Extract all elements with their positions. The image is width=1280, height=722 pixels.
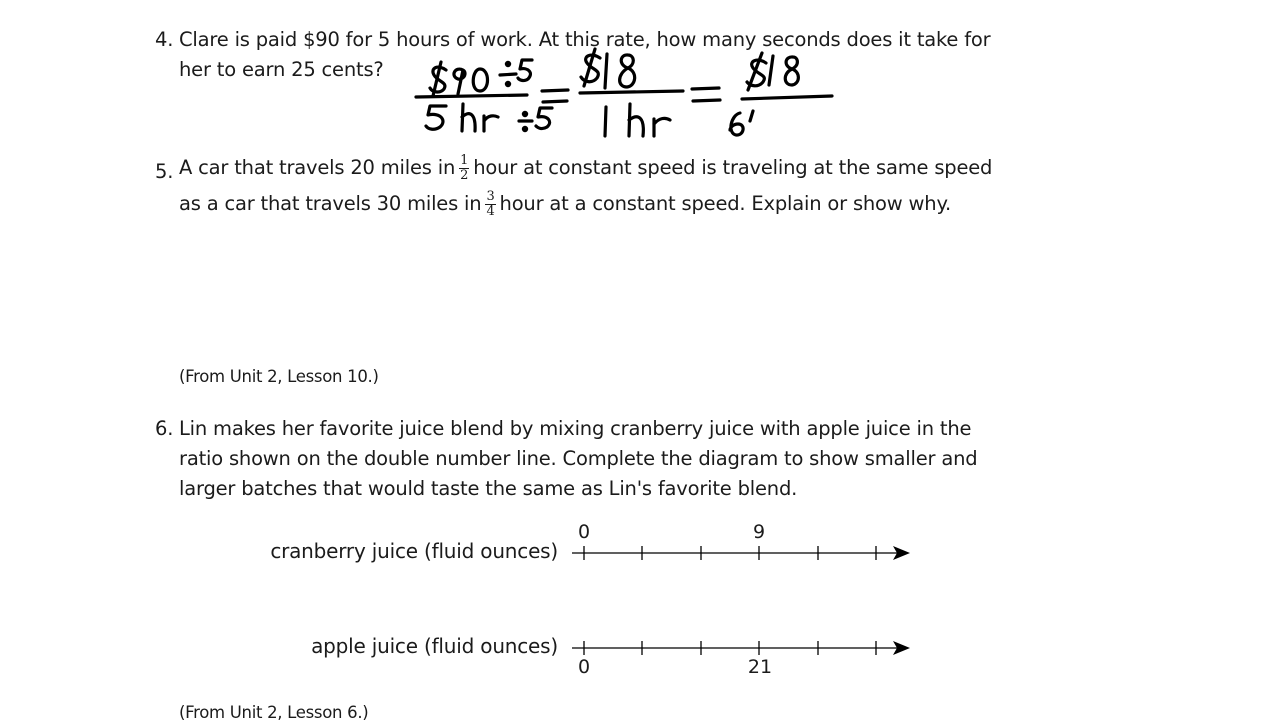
cranberry-number-line xyxy=(572,546,910,560)
cranberry-tick-label-9: 9 xyxy=(752,521,766,543)
problem-text-part: A car that travels 20 miles in xyxy=(179,156,456,179)
lesson-source: (From Unit 2, Lesson 6.) xyxy=(179,703,369,722)
problem-number: 6. xyxy=(155,417,174,440)
fraction-numerator: 3 xyxy=(486,189,495,204)
problem-number: 5. xyxy=(155,160,174,183)
fraction-denominator: 2 xyxy=(460,168,469,183)
apple-tick-label-21: 21 xyxy=(747,656,773,678)
cranberry-label: cranberry juice (fluid ounces) xyxy=(270,539,558,563)
fraction-denominator: 4 xyxy=(486,204,495,219)
fraction-numerator: 1 xyxy=(460,153,469,168)
problem-text-part: hour at constant speed is traveling at the same speed as a car that travels 30 miles in xyxy=(179,156,993,215)
problem-text: Lin makes her favorite juice blend by mixing cranberry juice with apple juice in the ratio shown on the double number line. Complete the diagram to show smaller and larger batches that would taste the same as Lin's favorite blend. xyxy=(179,417,978,500)
apple-label: apple juice (fluid ounces) xyxy=(311,634,558,658)
lesson-source: (From Unit 2, Lesson 10.) xyxy=(179,367,379,386)
apple-tick-label-0: 0 xyxy=(577,656,591,678)
problem-number: 4. xyxy=(155,28,174,51)
problem-text-part: hour at a constant speed. Explain or show why. xyxy=(499,192,951,215)
apple-number-line xyxy=(572,641,910,655)
problem-text: Clare is paid $90 for 5 hours of work. At this rate, how many seconds does it take for her to earn 25 cents? xyxy=(179,28,991,81)
cranberry-tick-label-0: 0 xyxy=(577,521,591,543)
